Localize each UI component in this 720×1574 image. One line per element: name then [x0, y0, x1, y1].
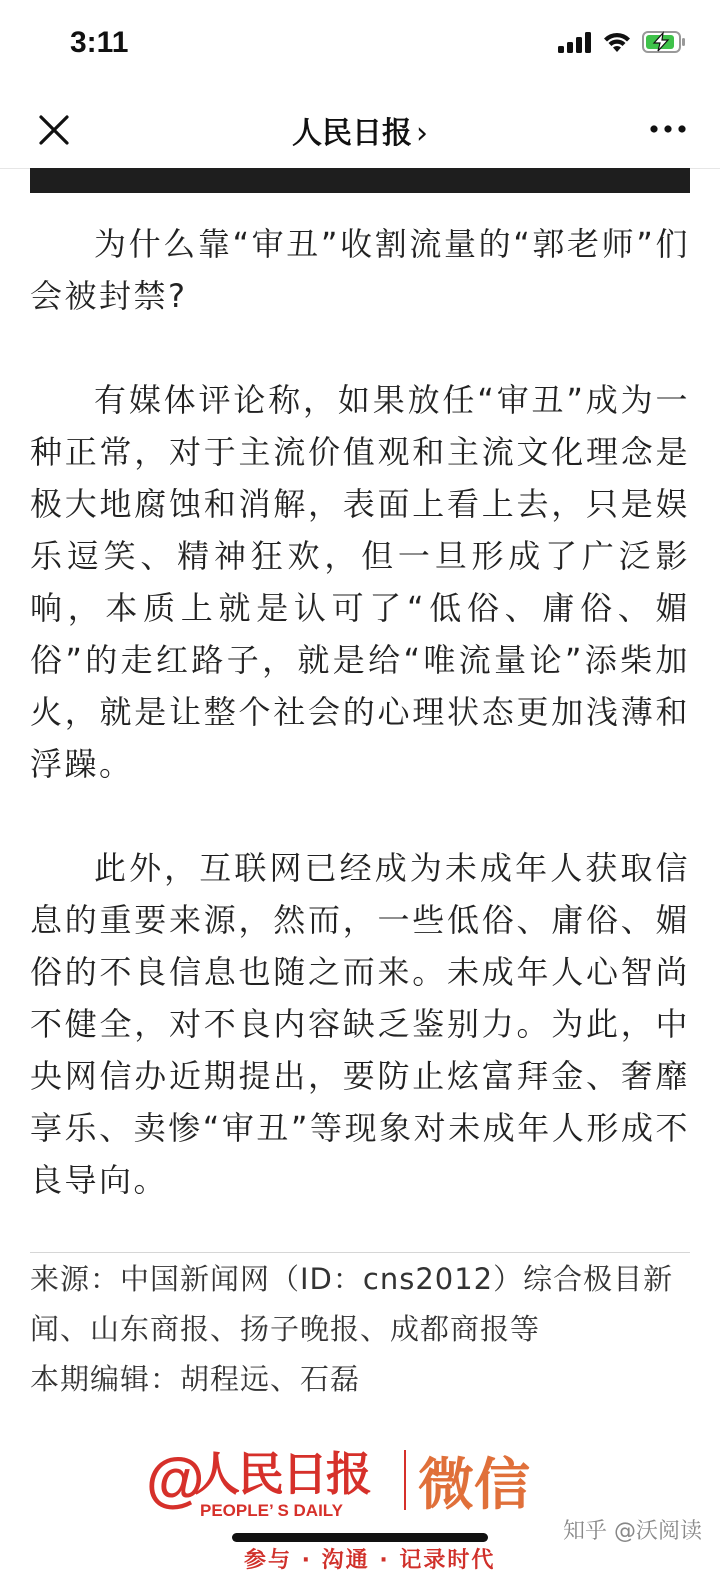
logo-at-symbol: @	[146, 1446, 205, 1513]
status-time: 3:11	[70, 26, 129, 59]
article-credits	[30, 1254, 690, 1404]
article-paragraph: 为什么靠“审丑”收割流量的“郭老师”们会被封禁?	[30, 225, 690, 315]
source-credit: 来源：中国新闻网（ID：cns2012）综合极目新闻、山东商报、扬子晚报、成都商报等	[30, 1262, 674, 1346]
article-paragraph: 有媒体评论称，如果放任“审丑”成为一种正常，对于主流价值观和主流文化理念是极大地腐蚀和消解，表面上看上去，只是娱乐逗笑、精神狂欢，但一旦形成了广泛影响，本质上就是认可了“低俗、庸俗、媚俗”的走红路子，就是给“唯流量论”添柴加火，就是让整个社会的心理状态更加浅薄和浮躁。	[30, 381, 690, 783]
status-icons	[558, 30, 686, 54]
peoples-daily-wechat-logo	[146, 1438, 556, 1528]
article-body	[30, 218, 690, 1206]
more-options-button[interactable]	[648, 114, 688, 144]
account-title-link[interactable]	[0, 108, 720, 152]
logo-wechat-text: 微信	[418, 1453, 530, 1518]
editor-credit: 本期编辑：胡程远、石磊	[30, 1362, 361, 1396]
nav-bar	[0, 92, 720, 169]
article-paragraph: 此外，互联网已经成为未成年人获取信息的重要来源，然而，一些低俗、庸俗、媚俗的不良信息也随之而来。未成年人心智尚不健全，对不良内容缺乏鉴别力。为此，中央网信办近期提出，要防止炫富拜金、奢靡享乐、卖惨“审丑”等现象对未成年人形成不良导向。	[30, 849, 690, 1199]
article-image-bottom-edge	[30, 168, 690, 193]
account-name: 人民日报	[292, 116, 412, 151]
battery-charging-icon	[642, 30, 686, 54]
status-bar	[0, 0, 720, 92]
zhihu-watermark: 知乎 @沃阅读	[563, 1519, 702, 1544]
chevron-right-icon: ›	[416, 116, 428, 151]
more-dots-icon	[648, 114, 688, 144]
wifi-icon	[602, 31, 632, 53]
logo-graphic	[146, 1438, 556, 1528]
credits-divider	[30, 1252, 690, 1253]
home-indicator[interactable]	[232, 1533, 488, 1542]
footer-slogan: 参与 · 沟通 · 记录时代	[244, 1548, 496, 1573]
logo-english-text: PEOPLE’ S DAILY	[200, 1501, 343, 1520]
cellular-signal-icon	[558, 31, 592, 53]
logo-chinese-text: 人民日报	[194, 1447, 370, 1501]
